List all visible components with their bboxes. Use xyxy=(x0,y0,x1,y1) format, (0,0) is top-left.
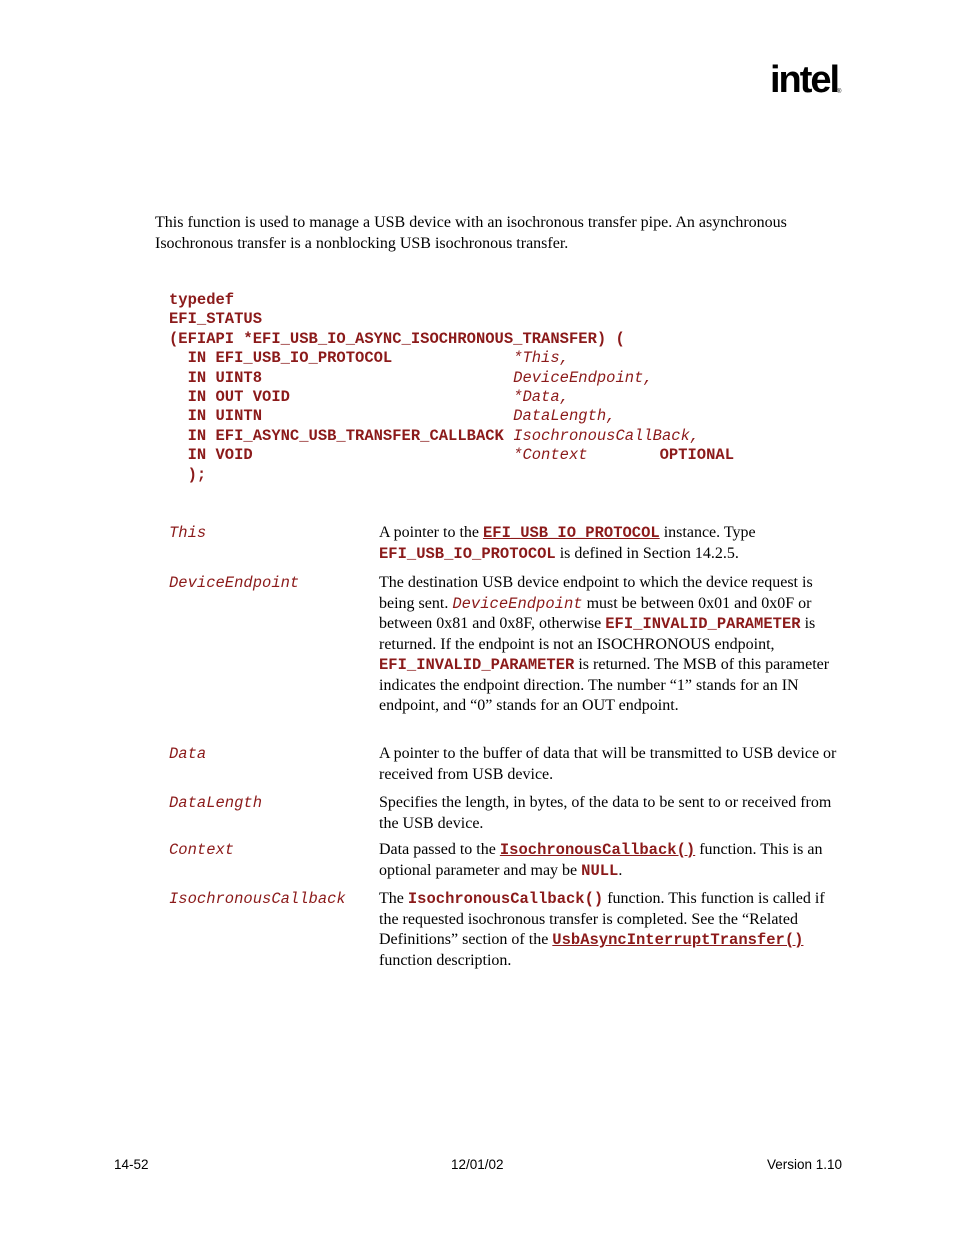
footer-date: 12/01/02 xyxy=(451,1157,504,1172)
param-desc-device-endpoint: The destination USB device endpoint to which the device request is being sent. DeviceEndpoint must be between 0x01 and 0x0F or between 0x81 and 0x8F, otherwise EFI_INVALID_PARAMETER is returned. If the endpoint is not an ISOCHRONOUS endpoint, EFI_INVALID_PARAMETER is returned. The MSB of this parameter indicates the endpoint direction. The number “1” stands for an IN endpoint, and “0” stands for an OUT endpoint. xyxy=(379,574,830,714)
param-name-this: This xyxy=(169,524,207,542)
intel-logo xyxy=(770,58,845,102)
link-efi-usb-io-protocol[interactable]: EFI_USB_IO_PROTOCOL xyxy=(482,524,660,542)
code-null: NULL xyxy=(581,861,619,880)
proto-param-name: *This, xyxy=(513,349,569,368)
param-name-data: Data xyxy=(169,745,207,763)
param-desc-context: Data passed to the IsochronousCallback() function. This is an optional parameter and may be NULL. xyxy=(379,841,823,880)
param-name-device-endpoint: DeviceEndpoint xyxy=(169,574,300,592)
proto-param-name: DataLength, xyxy=(513,407,616,426)
function-description xyxy=(155,213,845,254)
description-line-1: This function is used to manage a USB device with an isochronous transfer pipe. An asynchronous xyxy=(155,214,787,231)
code-efi-invalid-parameter: EFI_INVALID_PARAMETER xyxy=(605,615,801,633)
registered-mark: ® xyxy=(837,89,842,95)
code-efi-usb-io-protocol: EFI_USB_IO_PROTOCOL xyxy=(379,544,556,563)
param-desc-data-length: Specifies the length, in bytes, of the data to be sent to or received from the USB device. xyxy=(379,794,832,832)
proto-closing: ); xyxy=(169,465,207,484)
param-name-isochronous-callback: IsochronousCallback xyxy=(169,890,346,908)
proto-return-type: EFI_STATUS xyxy=(169,310,263,329)
param-desc-data: A pointer to the buffer of data that will be transmitted to USB device or received from USB device. xyxy=(379,745,837,783)
proto-typedef: typedef xyxy=(169,291,235,309)
description-line-2: Isochronous transfer is a nonblocking USB isochronous transfer. xyxy=(155,234,569,252)
proto-param-name: *Context xyxy=(513,446,588,465)
footer-page-number: 14-52 xyxy=(114,1157,149,1172)
proto-signature: (EFIAPI *EFI_USB_IO_ASYNC_ISOCHRONOUS_TRANSFER) ( xyxy=(169,329,625,348)
proto-param-type: IN EFI_ASYNC_USB_TRANSFER_CALLBACK xyxy=(169,426,514,445)
logo-wordmark: intel xyxy=(770,59,839,101)
proto-param-type: IN UINT8 xyxy=(169,368,514,387)
param-desc-isochronous-callback: The IsochronousCallback() function. This function is called if the requested isochronous transfer is completed. See the “Related Definitions” section of the UsbAsyncInterruptTransfer() function description. xyxy=(379,890,825,969)
link-isochronous-callback[interactable]: IsochronousCallback() xyxy=(499,841,696,859)
proto-param-name: IsochronousCallBack, xyxy=(513,426,700,445)
proto-param-name: *Data, xyxy=(513,388,569,407)
proto-param-type: IN UINTN xyxy=(169,407,514,426)
proto-param-type: IN OUT VOID xyxy=(169,388,514,407)
proto-param-type: IN VOID xyxy=(169,446,514,465)
code-isochronous-callback: IsochronousCallback() xyxy=(407,890,604,908)
proto-optional-keyword: OPTIONAL xyxy=(659,446,734,465)
param-name-context: Context xyxy=(169,841,235,859)
link-usb-async-interrupt-transfer[interactable]: UsbAsyncInterruptTransfer() xyxy=(552,931,804,949)
proto-param-name: DeviceEndpoint, xyxy=(513,368,653,387)
proto-param-type: IN EFI_USB_IO_PROTOCOL xyxy=(169,349,514,368)
param-name-data-length: DataLength xyxy=(169,794,263,812)
inline-device-endpoint: DeviceEndpoint xyxy=(452,594,583,613)
code-efi-invalid-parameter: EFI_INVALID_PARAMETER xyxy=(379,656,575,674)
param-desc-this: A pointer to the EFI_USB_IO_PROTOCOL instance. Type EFI_USB_IO_PROTOCOL is defined in Section 14.2.5. xyxy=(379,524,756,563)
prototype-code-block xyxy=(169,291,734,485)
footer-version: Version 1.10 xyxy=(766,1157,842,1172)
